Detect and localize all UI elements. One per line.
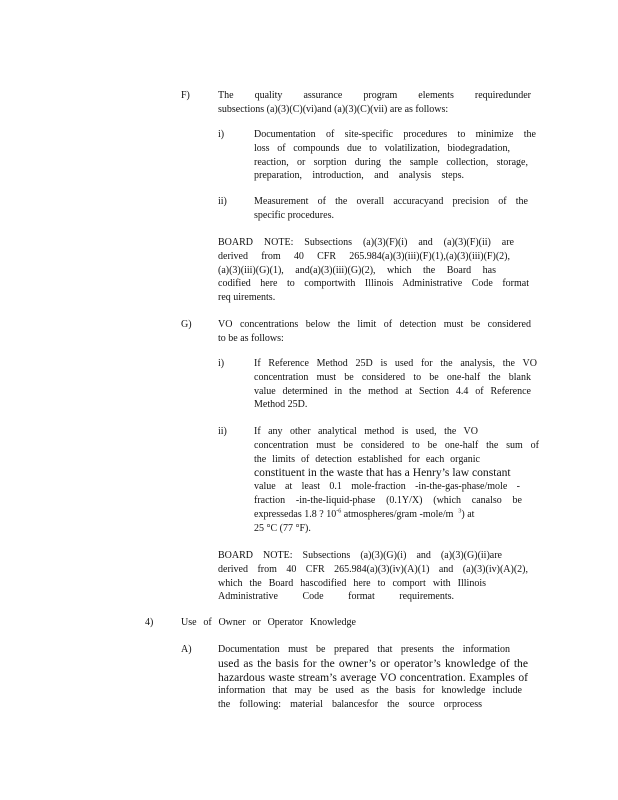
text-line: Documentation of site-specific procedures to minimize the bbox=[254, 129, 536, 140]
text-line: The quality assurance program elements requiredunder bbox=[218, 90, 531, 101]
text-line: derived from 40 CFR 265.984(a)(3)(iv)(A)(1) and (a)(3)(iv)(A)(2), bbox=[218, 563, 528, 575]
expression-units: atmospheres/gram -mole/m bbox=[341, 508, 454, 520]
text-line: constituent in the waste that has a Henry’s law constant bbox=[254, 466, 511, 480]
text-line: If any other analytical method is used, the VO bbox=[254, 426, 478, 437]
section-f-label: F) bbox=[181, 90, 190, 101]
item-f-ii-text bbox=[254, 195, 528, 223]
text-line: preparation, introduction, and analysis steps. bbox=[254, 170, 464, 182]
text-line: derived from 40 CFR 265.984(a)(3)(iii)(F)(1),(a)(3)(iii)(F)(2), bbox=[218, 250, 510, 262]
text-line: concentration must be considered to be one-half the blank bbox=[254, 371, 531, 383]
text-line: Method 25D. bbox=[254, 399, 308, 411]
text-line: req uirements. bbox=[218, 292, 276, 304]
item-g-ii-label: ii) bbox=[218, 426, 227, 437]
section-4-a-text bbox=[218, 643, 528, 712]
exponent: -6 bbox=[336, 508, 342, 515]
text-line: to be as follows: bbox=[218, 332, 284, 344]
text-line: Administrative Code format requirements. bbox=[218, 591, 454, 603]
section-g-text bbox=[218, 318, 531, 346]
section-f-text bbox=[218, 89, 531, 117]
expression-tail: ) at bbox=[461, 508, 475, 520]
board-note-g bbox=[218, 549, 528, 604]
text-line: which the Board hascodified here to comport with Illinois bbox=[218, 577, 486, 589]
text-line: the following: material balancesfor the source orprocess bbox=[218, 699, 482, 711]
text-line: concentration must be considered to be one-half the sum of bbox=[254, 439, 539, 451]
text-line: BOARD NOTE: Subsections (a)(3)(F)(i) and (a)(3)(F)(ii) are bbox=[218, 237, 514, 248]
text-line: codified here to comportwith Illinois Administrative Code format bbox=[218, 278, 529, 290]
text-line: hazardous waste stream’s average VO concentration. Examples of bbox=[218, 670, 528, 684]
text-line: BOARD NOTE: Subsections (a)(3)(G)(i) and (a)(3)(G)(ii)are bbox=[218, 550, 502, 561]
text-line: 25 °C (77 °F). bbox=[254, 522, 311, 534]
text-line: the limits of detection established for each organic bbox=[254, 453, 480, 465]
text-line: fraction -in-the-liquid-phase (0.1Y/X) (which canalso be bbox=[254, 494, 522, 506]
heading-line: Use of Owner or Operator Knowledge bbox=[181, 617, 356, 628]
section-g-label: G) bbox=[181, 319, 192, 330]
text-line: used as the basis for the owner’s or operator’s knowledge of the bbox=[218, 656, 528, 670]
text-line: specific procedures. bbox=[254, 209, 334, 221]
text-line: If Reference Method 25D is used for the analysis, the VO bbox=[254, 358, 537, 369]
item-f-ii-label: ii) bbox=[218, 196, 227, 207]
text-line: VO concentrations below the limit of detection must be considered bbox=[218, 319, 531, 330]
item-g-ii-text bbox=[254, 425, 539, 535]
text-line: subsections (a)(3)(C)(vi)and (a)(3)(C)(vii) are as follows: bbox=[218, 103, 449, 115]
section-4-a-label: A) bbox=[181, 644, 192, 655]
text-line: Measurement of the overall accuracyand precision of the bbox=[254, 196, 528, 207]
expression-lead: expressedas 1.8 ? 10 bbox=[254, 508, 337, 520]
item-f-i-text bbox=[254, 128, 536, 183]
text-line-with-exponent bbox=[254, 508, 539, 522]
text-line: value at least 0.1 mole-fraction -in-the-gas-phase/mole - bbox=[254, 481, 520, 493]
text-line: (a)(3)(iii)(G)(1), and(a)(3)(iii)(G)(2), which the Board has bbox=[218, 264, 496, 276]
section-4-label: 4) bbox=[145, 617, 154, 628]
text-line: reaction, or sorption during the sample collection, storage, bbox=[254, 156, 528, 168]
text-line: information that may be used as the basis for knowledge include bbox=[218, 685, 522, 697]
item-g-i-text bbox=[254, 357, 537, 412]
board-note-f bbox=[218, 236, 529, 305]
item-f-i-label: i) bbox=[218, 129, 225, 140]
text-line: value determined in the method at Section 4.4 of Reference bbox=[254, 385, 531, 397]
section-4-heading bbox=[181, 616, 356, 630]
text-line: loss of compounds due to volatilization, biodegradation, bbox=[254, 142, 510, 154]
exponent-cubed: 3 bbox=[458, 508, 462, 515]
text-line: Documentation must be prepared that presents the information bbox=[218, 644, 510, 655]
item-g-i-label: i) bbox=[218, 358, 225, 369]
